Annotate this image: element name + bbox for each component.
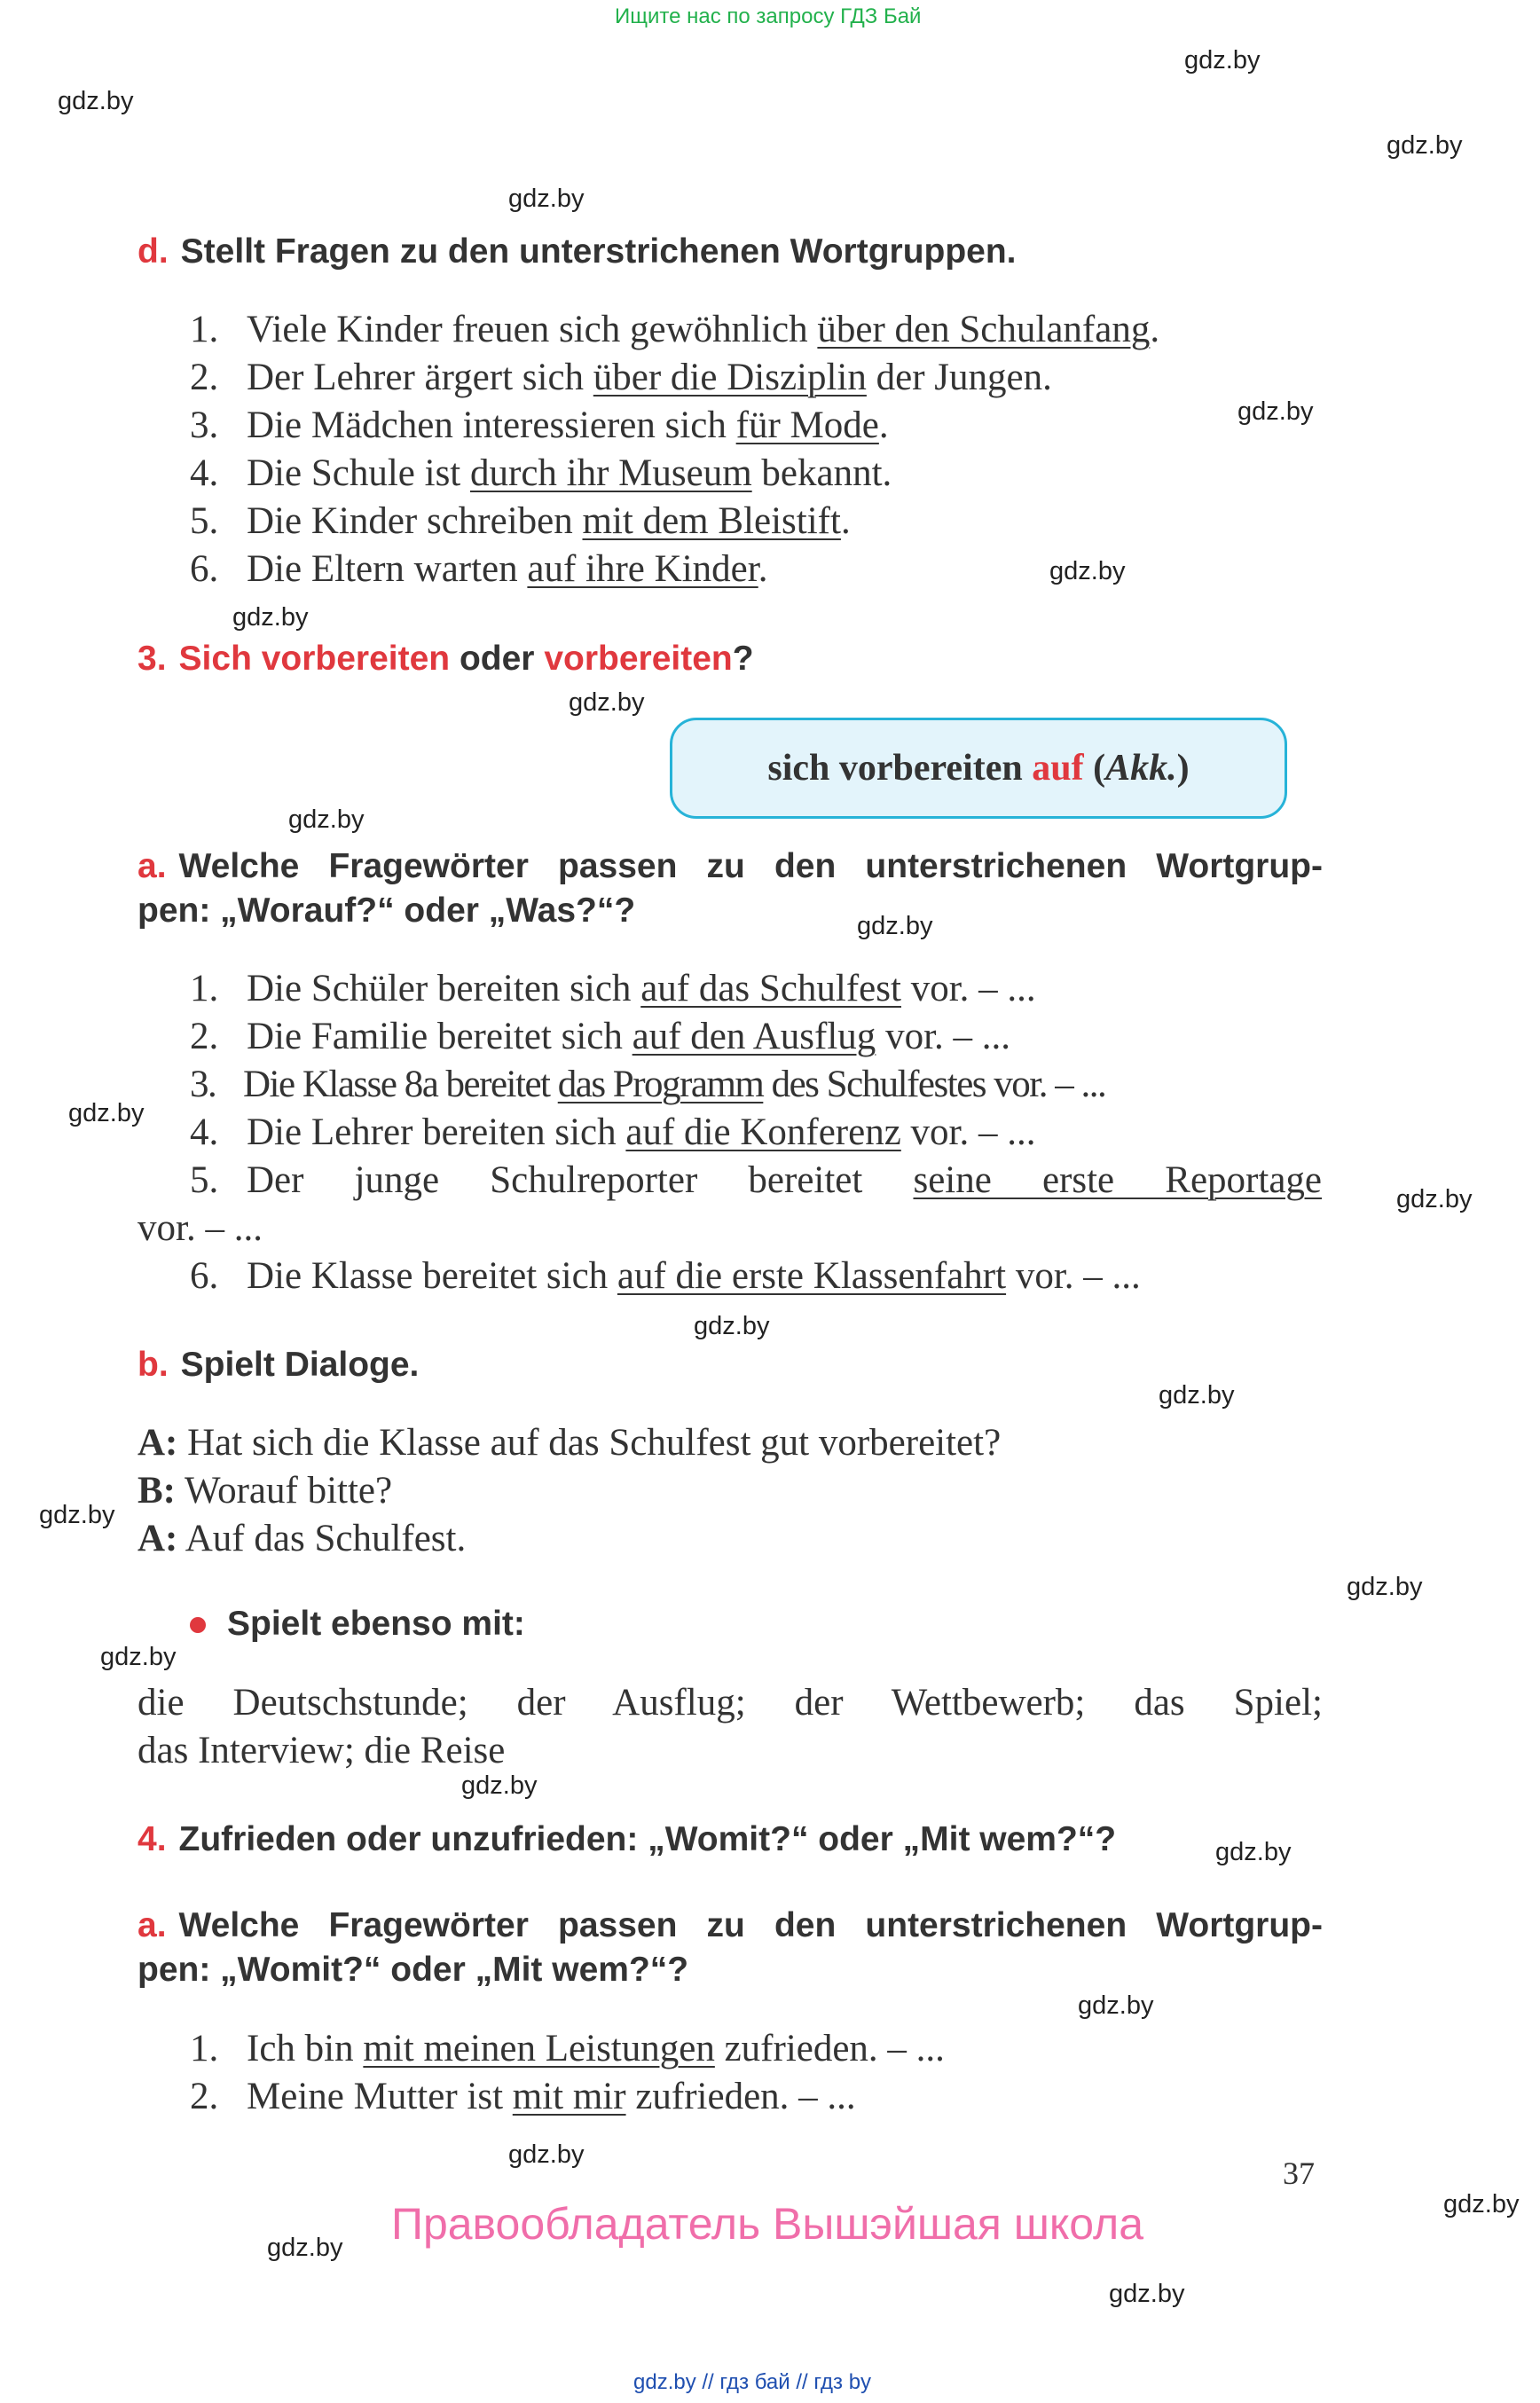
list-item: 5. Die Kinder schreiben mit dem Bleistift. <box>190 500 851 542</box>
list-item: 6. Die Eltern warten auf ihre Kinder. <box>190 548 768 590</box>
heading-text: Stellt Fragen zu den unterstrichenen Wortgruppen. <box>180 232 1017 271</box>
underlined-phrase: über den Schulanfang <box>817 309 1151 350</box>
underlined-phrase: auf die erste Klassenfahrt <box>617 1255 1007 1297</box>
watermark: gdz.by <box>58 87 134 115</box>
list-item: 2. Der Lehrer ärgert sich über die Disziplin der Jungen. <box>190 357 1052 398</box>
list-item: 3. Die Klasse 8a bereitet das Programm des Schulfestes vor. – ... <box>190 1064 1106 1105</box>
word-list-line: die Deutschstunde; der Ausflug; der Wettbewerb; das Spiel; <box>138 1682 1323 1724</box>
section-3a-heading: a. Welche Fragewörter passen zu den unterstrichenen Wortgrup- <box>138 847 1323 885</box>
watermark: gdz.by <box>508 185 585 213</box>
section-4a-heading: a. Welche Fragewörter passen zu den unterstrichenen Wortgrup- <box>138 1906 1323 1944</box>
word-list-line: das Interview; die Reise <box>138 1730 506 1771</box>
dialog-line: A: Auf das Schulfest. <box>138 1518 467 1559</box>
watermark: gdz.by <box>1238 397 1314 426</box>
underlined-phrase: durch ihr Museum <box>470 452 752 494</box>
underlined-phrase: auf den Ausflug <box>632 1016 876 1057</box>
watermark: gdz.by <box>461 1771 538 1800</box>
watermark: gdz.by <box>288 805 365 834</box>
bullet-icon <box>190 1617 206 1633</box>
underlined-phrase: auf das Schulfest <box>640 968 901 1009</box>
underlined-phrase: auf ihre Kinder <box>527 548 758 590</box>
list-item: 4. Die Lehrer bereiten sich auf die Konferenz vor. – ... <box>190 1111 1036 1153</box>
underlined-phrase: auf die Konferenz <box>625 1111 901 1153</box>
underlined-phrase: mit mir <box>512 2076 626 2117</box>
watermark: gdz.by <box>1049 557 1126 585</box>
watermark: gdz.by <box>1387 131 1463 160</box>
copyright-holder: Правообладатель Вышэйшая школа <box>391 2199 1143 2249</box>
underlined-phrase: das Programm <box>557 1064 764 1105</box>
watermark: gdz.by <box>694 1312 770 1340</box>
speaker: B: <box>138 1470 176 1512</box>
page-number: 37 <box>1283 2156 1315 2191</box>
list-item: 2. Meine Mutter ist mit mir zufrieden. – ... <box>190 2076 856 2117</box>
speaker: A: <box>138 1518 178 1559</box>
section-3b-heading: b. Spielt Dialoge. <box>138 1346 420 1384</box>
watermark: gdz.by <box>1159 1381 1235 1410</box>
list-item: 2. Die Familie bereitet sich auf den Ausflug vor. – ... <box>190 1016 1011 1057</box>
watermark: gdz.by <box>1443 2190 1520 2218</box>
watermark: gdz.by <box>1396 1185 1473 1213</box>
watermark: gdz.by <box>1347 1573 1423 1601</box>
section-3a-heading-cont: pen: „Worauf?“ oder „Was?“? <box>138 891 636 930</box>
list-item: 5. Der junge Schulreporter bereitet seine erste Reportage <box>190 1159 1322 1201</box>
section-letter: d. <box>138 232 169 271</box>
watermark: gdz.by <box>508 2140 585 2169</box>
watermark: gdz.by <box>1184 46 1261 75</box>
watermark: gdz.by <box>857 912 933 940</box>
list-item: 1. Ich bin mit meinen Leistungen zufrieden. – ... <box>190 2028 945 2069</box>
section-d-heading <box>138 232 1017 271</box>
list-item: 1. Die Schüler bereiten sich auf das Schulfest vor. – ... <box>190 968 1036 1009</box>
underlined-phrase: über die Disziplin <box>593 357 867 398</box>
bullet-heading: Spielt ebenso mit: <box>227 1605 525 1643</box>
dialog-line: B: Worauf bitte? <box>138 1470 393 1512</box>
watermark: gdz.by <box>1078 1991 1154 2020</box>
dialog-line: A: Hat sich die Klasse auf das Schulfest gut vorbereitet? <box>138 1422 1002 1464</box>
list-item: 4. Die Schule ist durch ihr Museum bekannt. <box>190 452 892 494</box>
list-item: 3. Die Mädchen interessieren sich für Mode. <box>190 404 889 446</box>
underlined-phrase: mit meinen Leistungen <box>363 2028 715 2069</box>
top-note: Ищите нас по запросу ГДЗ Бай <box>615 4 922 28</box>
underlined-phrase: mit dem Bleistift <box>582 500 841 542</box>
watermark: gdz.by <box>39 1501 115 1529</box>
list-item-continuation: vor. – ... <box>138 1207 263 1249</box>
section-4a-heading-cont: pen: „Womit?“ oder „Mit wem?“? <box>138 1951 689 1989</box>
watermark: gdz.by <box>232 603 309 632</box>
list-item: 1. Viele Kinder freuen sich gewöhnlich über den Schulanfang. <box>190 309 1160 350</box>
watermark: gdz.by <box>569 688 645 717</box>
task-3-heading: 3. Sich vorbereiten oder vorbereiten? <box>138 640 754 678</box>
rule-box: sich vorbereiten auf (Akk.) <box>670 718 1287 819</box>
watermark: gdz.by <box>100 1643 177 1671</box>
speaker: A: <box>138 1422 178 1464</box>
watermark: gdz.by <box>1109 2280 1185 2308</box>
watermark: gdz.by <box>68 1099 145 1127</box>
underlined-phrase: für Mode <box>735 404 879 446</box>
watermark: gdz.by <box>267 2234 343 2262</box>
task-number: 4. <box>138 1820 167 1858</box>
list-item: 6. Die Klasse bereitet sich auf die erste Klassenfahrt vor. – ... <box>190 1255 1141 1297</box>
task-4-heading: 4. Zufrieden oder unzufrieden: „Womit?“ oder „Mit wem?“? <box>138 1820 1117 1858</box>
watermark: gdz.by <box>1215 1838 1292 1866</box>
underlined-phrase: seine erste Reportage <box>913 1159 1322 1201</box>
task-number: 3. <box>138 640 167 678</box>
bottom-note: gdz.by // гдз бай // гдз by <box>633 2370 872 2394</box>
